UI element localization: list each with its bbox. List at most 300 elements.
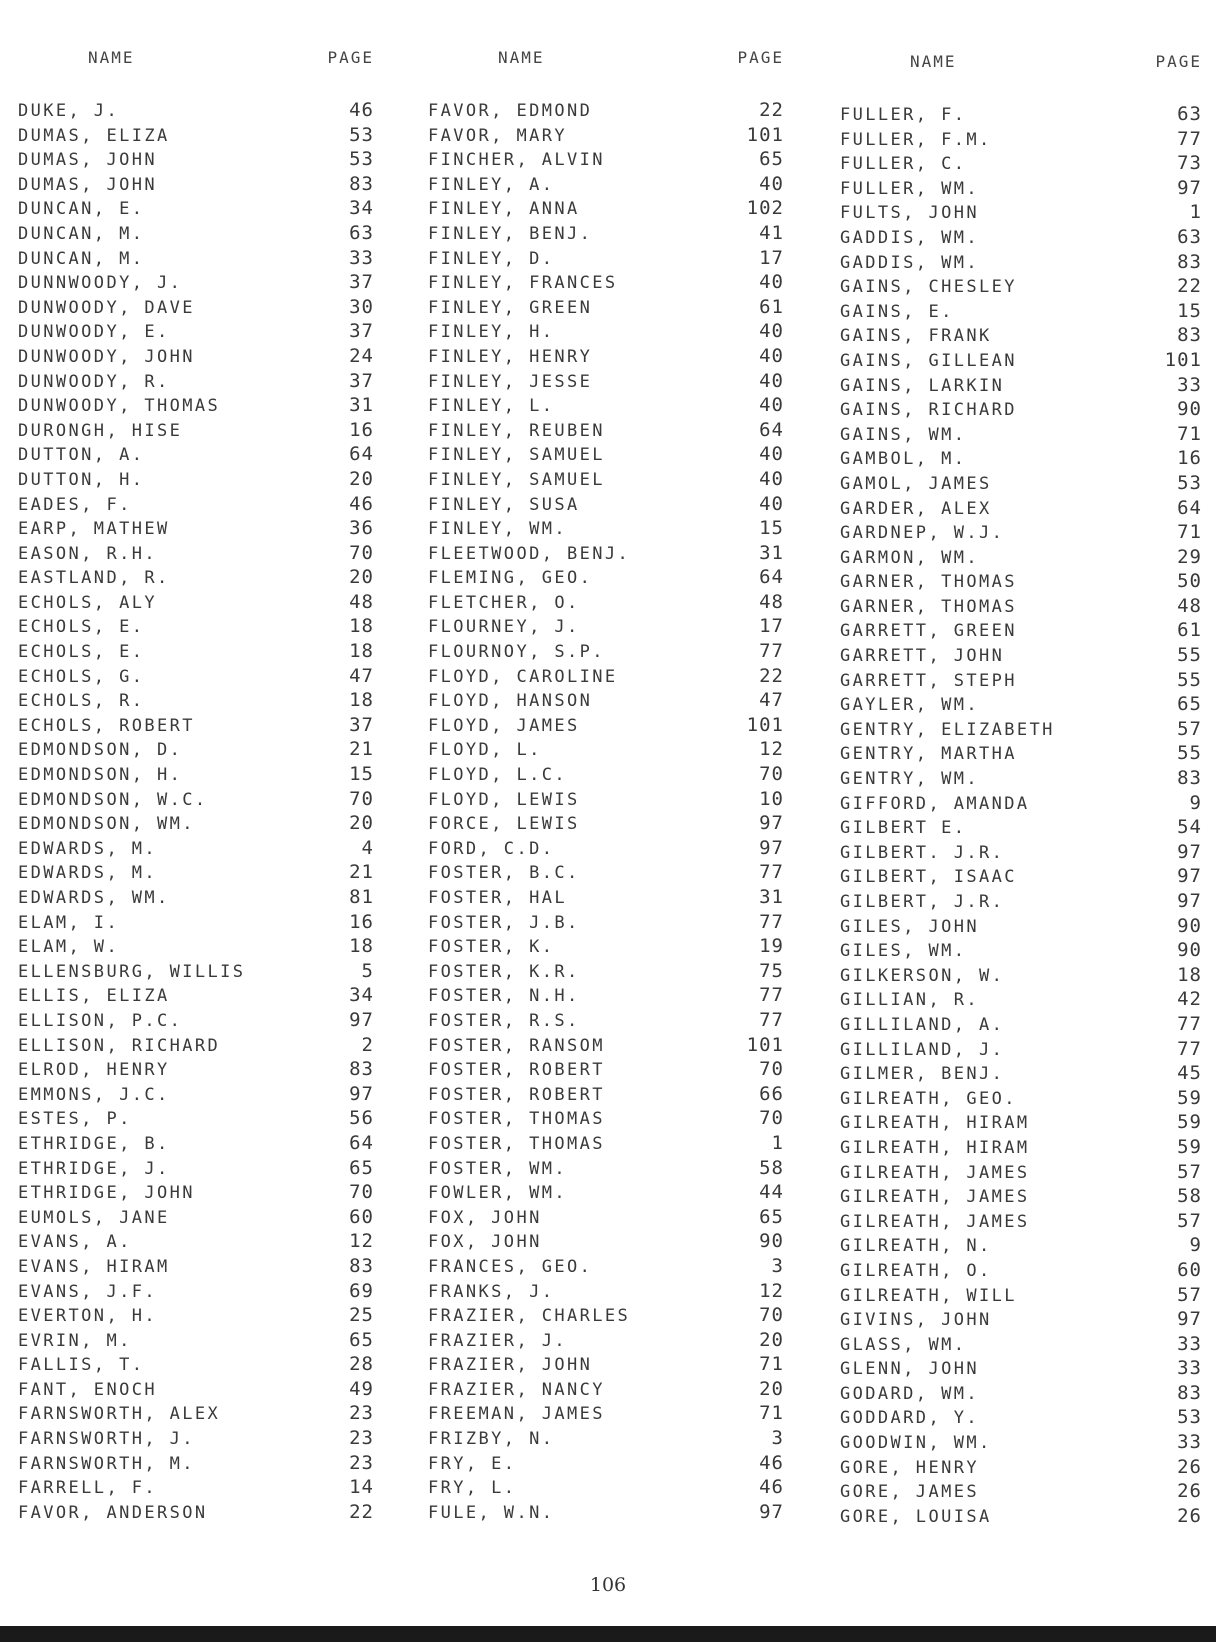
- list-item: [18, 1303, 374, 1328]
- entry-name: FRY, E.: [428, 1453, 517, 1474]
- entry-name: GILES, WM.: [840, 941, 967, 962]
- entry-name: GORE, HENRY: [840, 1457, 979, 1478]
- entry-name: FLEETWOOD, BENJ.: [428, 543, 631, 564]
- entry-name: FOSTER, B.C.: [428, 863, 580, 884]
- entry-name: GARRETT, JOHN: [840, 646, 1005, 667]
- entry-page: 97: [1177, 176, 1202, 199]
- entry-name: DUNCAN, M.: [18, 223, 145, 244]
- entry-page: 40: [759, 467, 784, 490]
- entry-name: EUMOLS, JANE: [18, 1207, 170, 1228]
- entry-name: FRAZIER, CHARLES: [428, 1306, 631, 1327]
- entry-name: GAYLER, WM.: [840, 695, 979, 716]
- entry-name: FINLEY, REUBEN: [428, 420, 605, 441]
- entry-name: FINCHER, ALVIN: [428, 150, 605, 171]
- entry-page: 24: [349, 344, 374, 367]
- entry-page: 17: [759, 246, 784, 269]
- entry-page: 3: [771, 1254, 784, 1277]
- list-item: [428, 983, 784, 1008]
- list-item: [840, 1061, 1202, 1086]
- list-item: [428, 196, 784, 221]
- entry-name: GILBERT, J.R.: [840, 892, 1005, 912]
- entry-page: 77: [759, 910, 784, 933]
- entry-name: FOSTER, ROBERT: [428, 1084, 605, 1105]
- entry-name: FRAZIER, J.: [428, 1330, 567, 1351]
- entry-page: 54: [1177, 816, 1202, 839]
- entry-name: FINLEY, A.: [428, 174, 555, 195]
- entry-name: FREEMAN, JAMES: [428, 1404, 605, 1425]
- entry-name: GILREATH, JAMES: [840, 1162, 1030, 1183]
- entry-page: 58: [759, 1156, 784, 1179]
- list-item: [428, 1008, 784, 1033]
- list-item: [428, 221, 784, 246]
- entry-page: 101: [746, 1033, 784, 1056]
- list-item: [840, 1110, 1202, 1135]
- entry-name: FOSTER, N.H.: [428, 986, 580, 1007]
- list-item: [428, 934, 784, 959]
- index-list: [840, 102, 1202, 1528]
- entry-name: GILREATH, N.: [840, 1236, 992, 1257]
- list-item: [840, 1037, 1202, 1062]
- entry-name: FLETCHER, O.: [428, 592, 580, 613]
- entry-name: FOSTER, R.S.: [428, 1010, 580, 1031]
- list-item: [18, 811, 374, 836]
- list-item: [428, 1377, 784, 1402]
- entry-name: DUNWOODY, THOMAS: [18, 396, 221, 417]
- entry-name: GILREATH, GEO.: [840, 1088, 1017, 1109]
- entry-name: GARRETT, GREEN: [840, 621, 1017, 642]
- entry-page: 15: [759, 517, 784, 540]
- list-item: [18, 393, 374, 418]
- list-item: [840, 545, 1202, 570]
- entry-name: ELROD, HENRY: [18, 1060, 170, 1081]
- list-item: [18, 1500, 374, 1525]
- entry-name: GARNER, THOMAS: [840, 572, 1017, 593]
- list-item: [18, 1180, 374, 1205]
- entry-page: 63: [1177, 225, 1202, 248]
- entry-page: 101: [746, 123, 784, 146]
- entry-name: DUMAS, JOHN: [18, 174, 157, 195]
- name-header: NAME: [88, 48, 135, 67]
- entry-page: 83: [1177, 250, 1202, 273]
- entry-page: 3: [771, 1427, 784, 1450]
- entry-page: 97: [759, 1500, 784, 1523]
- list-item: [840, 963, 1202, 988]
- entry-page: 33: [1177, 1332, 1202, 1355]
- list-item: [840, 1283, 1202, 1308]
- list-item: [18, 910, 374, 935]
- entry-page: 21: [349, 861, 374, 884]
- entry-name: DUMAS, ELIZA: [18, 125, 170, 146]
- list-item: [18, 492, 374, 517]
- list-item: [18, 1229, 374, 1254]
- entry-name: FOSTER, HAL: [428, 888, 567, 908]
- entry-page: 101: [746, 713, 784, 736]
- entry-page: 58: [1177, 1185, 1202, 1208]
- entry-name: FOSTER, K.R.: [428, 961, 580, 982]
- column-header: [840, 52, 1202, 102]
- entry-page: 36: [349, 517, 374, 540]
- entry-page: 64: [349, 1131, 374, 1154]
- entry-page: 65: [349, 1156, 374, 1179]
- entry-page: 53: [349, 123, 374, 146]
- entry-page: 83: [349, 1254, 374, 1277]
- entry-page: 12: [759, 1279, 784, 1302]
- entry-name: FRIZBY, N.: [428, 1429, 555, 1450]
- list-item: [428, 590, 784, 615]
- entry-name: GENTRY, WM.: [840, 769, 979, 790]
- entry-name: FOWLER, WM.: [428, 1183, 567, 1204]
- entry-page: 55: [1177, 668, 1202, 691]
- entry-name: FULTS, JOHN: [840, 203, 979, 224]
- entry-name: DUNWOODY, E.: [18, 322, 170, 343]
- entry-page: 49: [349, 1377, 374, 1400]
- list-item: [840, 692, 1202, 717]
- list-item: [840, 446, 1202, 471]
- list-item: [18, 787, 374, 812]
- entry-page: 18: [1177, 963, 1202, 986]
- entry-name: FRANCES, GEO.: [428, 1256, 593, 1277]
- entry-page: 70: [349, 787, 374, 810]
- list-item: [428, 787, 784, 812]
- entry-name: FLOYD, L.: [428, 740, 542, 761]
- list-item: [840, 225, 1202, 250]
- list-item: [18, 418, 374, 443]
- list-item: [840, 569, 1202, 594]
- entry-page: 90: [1177, 398, 1202, 421]
- list-item: [18, 147, 374, 172]
- list-item: [428, 737, 784, 762]
- entry-page: 16: [1177, 447, 1202, 470]
- entry-page: 22: [759, 99, 784, 121]
- list-item: [18, 541, 374, 566]
- list-item: [428, 1279, 784, 1304]
- list-item: [428, 885, 784, 910]
- entry-name: FINLEY, SAMUEL: [428, 469, 605, 490]
- entry-name: DUTTON, H.: [18, 469, 145, 490]
- entry-name: GILBERT. J.R.: [840, 842, 1005, 863]
- list-item: [18, 1328, 374, 1353]
- entry-name: GADDIS, WM.: [840, 252, 979, 273]
- entry-name: FINLEY, WM.: [428, 519, 567, 540]
- entry-page: 55: [1177, 644, 1202, 667]
- entry-name: FOSTER, THOMAS: [428, 1109, 605, 1130]
- list-item: [18, 1205, 374, 1230]
- entry-page: 46: [349, 99, 374, 121]
- entry-name: GAINS, CHESLEY: [840, 277, 1017, 298]
- entry-page: 20: [759, 1328, 784, 1351]
- list-item: [428, 860, 784, 885]
- entry-page: 64: [1177, 496, 1202, 519]
- column-3: [840, 52, 1202, 1528]
- entry-page: 57: [1177, 717, 1202, 740]
- entry-page: 45: [1177, 1062, 1202, 1085]
- entry-name: FORCE, LEWIS: [428, 814, 580, 835]
- entry-name: FINLEY, D.: [428, 248, 555, 269]
- list-item: [18, 319, 374, 344]
- entry-name: GAMOL, JAMES: [840, 473, 992, 494]
- list-item: [840, 987, 1202, 1012]
- entry-page: 65: [759, 1205, 784, 1228]
- entry-page: 61: [759, 295, 784, 318]
- entry-name: FOSTER, THOMAS: [428, 1133, 605, 1154]
- list-item: [428, 910, 784, 935]
- entry-name: GAINS, LARKIN: [840, 375, 1005, 396]
- name-header: NAME: [498, 48, 545, 67]
- list-item: [840, 323, 1202, 348]
- entry-name: GILREATH, O.: [840, 1260, 992, 1281]
- entry-name: GILBERT, ISAAC: [840, 867, 1017, 888]
- entry-page: 63: [1177, 103, 1202, 125]
- entry-page: 26: [1177, 1504, 1202, 1527]
- entry-name: GAINS, GILLEAN: [840, 350, 1017, 371]
- list-item: [840, 299, 1202, 324]
- entry-name: GADDIS, WM.: [840, 227, 979, 248]
- entry-name: DUNWOODY, R.: [18, 371, 170, 392]
- entry-name: EVANS, J.F.: [18, 1281, 157, 1302]
- entry-page: 90: [1177, 939, 1202, 962]
- entry-name: ETHRIDGE, B.: [18, 1133, 170, 1154]
- entry-name: EMMONS, J.C.: [18, 1084, 170, 1105]
- entry-name: FINLEY, JESSE: [428, 371, 593, 392]
- list-item: [428, 98, 784, 123]
- entry-name: ECHOLS, R.: [18, 691, 145, 712]
- list-item: [840, 176, 1202, 201]
- list-item: [18, 614, 374, 639]
- entry-page: 15: [1177, 299, 1202, 322]
- list-item: [840, 1356, 1202, 1381]
- list-item: [18, 344, 374, 369]
- list-item: [428, 172, 784, 197]
- list-item: [428, 688, 784, 713]
- entry-name: FRAZIER, NANCY: [428, 1379, 605, 1400]
- list-item: [428, 1401, 784, 1426]
- entry-page: 19: [759, 935, 784, 958]
- entry-page: 5: [361, 959, 374, 982]
- entry-name: EARP, MATHEW: [18, 519, 170, 540]
- entry-name: GENTRY, MARTHA: [840, 744, 1017, 765]
- entry-name: DURONGH, HISE: [18, 420, 183, 441]
- entry-name: GILBERT E.: [840, 818, 967, 839]
- entry-page: 81: [349, 886, 374, 908]
- entry-page: 37: [349, 369, 374, 392]
- entry-page: 33: [1177, 1357, 1202, 1380]
- list-item: [18, 737, 374, 762]
- entry-page: 97: [1177, 865, 1202, 888]
- entry-name: EDWARDS, WM.: [18, 888, 170, 908]
- list-item: [428, 147, 784, 172]
- list-item: [840, 1307, 1202, 1332]
- list-item: [428, 1082, 784, 1107]
- entry-page: 25: [349, 1304, 374, 1327]
- entry-name: FINLEY, HENRY: [428, 346, 593, 367]
- list-item: [18, 1254, 374, 1279]
- page-header: PAGE: [1155, 52, 1202, 71]
- list-item: [18, 1475, 374, 1500]
- entry-page: 64: [759, 566, 784, 589]
- list-item: [428, 1500, 784, 1525]
- entry-page: 83: [1177, 324, 1202, 347]
- list-item: [18, 270, 374, 295]
- entry-name: FULLER, F.: [840, 105, 967, 125]
- list-item: [840, 1455, 1202, 1480]
- entry-name: GARNER, THOMAS: [840, 596, 1017, 617]
- entry-page: 77: [759, 984, 784, 1007]
- entry-name: ELAM, W.: [18, 937, 120, 958]
- entry-name: EVANS, HIRAM: [18, 1256, 170, 1277]
- entry-page: 4: [361, 836, 374, 859]
- entry-name: FAVOR, ANDERSON: [18, 1502, 208, 1523]
- entry-name: EVERTON, H.: [18, 1306, 157, 1327]
- entry-name: DUTTON, A.: [18, 445, 145, 466]
- list-item: [428, 1229, 784, 1254]
- entry-name: EDWARDS, M.: [18, 863, 157, 884]
- list-item: [840, 717, 1202, 742]
- entry-page: 83: [349, 1058, 374, 1081]
- entry-name: FINLEY, BENJ.: [428, 223, 593, 244]
- list-item: [18, 196, 374, 221]
- entry-name: GILREATH, HIRAM: [840, 1137, 1030, 1158]
- entry-page: 57: [1177, 1160, 1202, 1183]
- entry-page: 18: [349, 935, 374, 958]
- list-item: [428, 836, 784, 861]
- entry-page: 31: [759, 886, 784, 908]
- entry-page: 70: [759, 1304, 784, 1327]
- entry-name: FLOYD, JAMES: [428, 715, 580, 736]
- entry-name: GILLIAN, R.: [840, 990, 979, 1011]
- list-item: [428, 1328, 784, 1353]
- entry-page: 70: [349, 1181, 374, 1204]
- entry-name: ELAM, I.: [18, 912, 120, 933]
- entry-name: FLEMING, GEO.: [428, 568, 593, 589]
- list-item: [840, 914, 1202, 939]
- entry-page: 63: [349, 221, 374, 244]
- entry-name: FOX, JOHN: [428, 1232, 542, 1253]
- entry-name: FINLEY, H.: [428, 322, 555, 343]
- entry-page: 33: [1177, 1431, 1202, 1454]
- list-item: [18, 295, 374, 320]
- entry-page: 9: [1189, 791, 1202, 814]
- entry-name: FULLER, F.M.: [840, 129, 992, 150]
- entry-page: 101: [1164, 348, 1202, 371]
- entry-name: ELLISON, P.C.: [18, 1010, 183, 1031]
- list-item: [840, 618, 1202, 643]
- list-item: [840, 274, 1202, 299]
- list-item: [428, 1254, 784, 1279]
- entry-page: 40: [759, 271, 784, 294]
- entry-name: DUNNWOODY, J.: [18, 273, 183, 294]
- entry-name: GILREATH, WILL: [840, 1285, 1017, 1306]
- list-item: [18, 565, 374, 590]
- entry-page: 50: [1177, 570, 1202, 593]
- list-item: [18, 1156, 374, 1181]
- list-item: [18, 860, 374, 885]
- list-item: [840, 766, 1202, 791]
- list-item: [840, 471, 1202, 496]
- entry-page: 31: [349, 394, 374, 417]
- entry-name: GILREATH, JAMES: [840, 1187, 1030, 1208]
- entry-page: 40: [759, 369, 784, 392]
- list-item: [840, 1504, 1202, 1529]
- entry-name: DUMAS, JOHN: [18, 150, 157, 171]
- list-item: [840, 840, 1202, 865]
- entry-name: FINLEY, L.: [428, 396, 555, 417]
- list-item: [18, 172, 374, 197]
- list-item: [428, 295, 784, 320]
- entry-name: FOSTER, K.: [428, 937, 555, 958]
- entry-page: 1: [1189, 201, 1202, 224]
- list-item: [428, 811, 784, 836]
- entry-name: GORE, JAMES: [840, 1482, 979, 1503]
- entry-page: 64: [759, 418, 784, 441]
- entry-page: 59: [1177, 1086, 1202, 1109]
- entry-page: 21: [349, 738, 374, 761]
- list-item: [428, 246, 784, 271]
- entry-page: 97: [349, 1008, 374, 1031]
- list-item: [18, 1131, 374, 1156]
- list-item: [18, 1082, 374, 1107]
- list-item: [18, 1451, 374, 1476]
- list-item: [18, 959, 374, 984]
- entry-name: EDMONDSON, W.C.: [18, 789, 208, 810]
- entry-page: 34: [349, 984, 374, 1007]
- entry-name: FARNSWORTH, M.: [18, 1453, 195, 1474]
- list-item: [18, 221, 374, 246]
- list-item: [840, 864, 1202, 889]
- entry-name: FOSTER, J.B.: [428, 912, 580, 933]
- list-item: [428, 123, 784, 148]
- entry-page: 10: [759, 787, 784, 810]
- entry-page: 97: [349, 1082, 374, 1105]
- list-item: [18, 836, 374, 861]
- entry-page: 46: [759, 1451, 784, 1474]
- entry-name: GAINS, RICHARD: [840, 400, 1017, 421]
- entry-page: 71: [759, 1402, 784, 1425]
- list-item: [840, 151, 1202, 176]
- entry-page: 70: [759, 763, 784, 786]
- entry-name: EDMONDSON, D.: [18, 740, 183, 761]
- entry-page: 71: [1177, 521, 1202, 544]
- list-item: [18, 1106, 374, 1131]
- list-item: [840, 594, 1202, 619]
- list-item: [840, 422, 1202, 447]
- entry-name: EADES, F.: [18, 494, 132, 515]
- entry-page: 65: [349, 1328, 374, 1351]
- list-item: [428, 270, 784, 295]
- column-header: [428, 48, 784, 98]
- list-item: [18, 123, 374, 148]
- entry-page: 46: [349, 492, 374, 515]
- entry-name: FANT, ENOCH: [18, 1379, 157, 1400]
- entry-name: GILLILAND, J.: [840, 1039, 1005, 1060]
- list-item: [428, 614, 784, 639]
- list-item: [18, 442, 374, 467]
- list-item: [18, 1352, 374, 1377]
- entry-page: 66: [759, 1082, 784, 1105]
- list-item: [18, 590, 374, 615]
- entry-page: 20: [349, 566, 374, 589]
- entry-name: GODARD, WM.: [840, 1383, 979, 1404]
- entry-page: 30: [349, 295, 374, 318]
- entry-page: 97: [759, 812, 784, 835]
- entry-page: 18: [349, 615, 374, 638]
- list-item: [840, 373, 1202, 398]
- entry-page: 97: [1177, 1308, 1202, 1331]
- list-item: [840, 938, 1202, 963]
- page-header: PAGE: [327, 48, 374, 67]
- entry-page: 1: [771, 1131, 784, 1154]
- list-item: [840, 791, 1202, 816]
- entry-name: ELLIS, ELIZA: [18, 986, 170, 1007]
